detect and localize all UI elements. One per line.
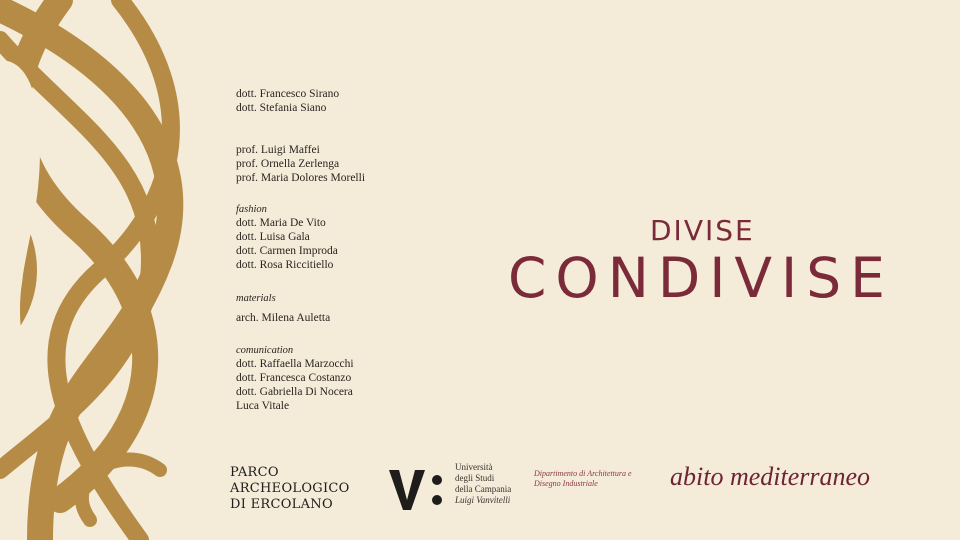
dipartimento-line: Disegno Industriale — [534, 479, 598, 488]
category-label: materials — [236, 293, 276, 304]
university-name — [455, 462, 511, 506]
credit-name: dott. Raffaella Marzocchi — [236, 358, 354, 370]
university-line: degli Studi — [455, 473, 495, 483]
university-line: Università — [455, 462, 493, 472]
credit-name: dott. Stefania Siano — [236, 102, 327, 114]
credits-block-direction — [236, 87, 339, 115]
credit-name: dott. Carmen Improda — [236, 245, 338, 257]
category-label: comunication — [236, 345, 294, 356]
credits-block-comunication — [236, 344, 354, 413]
credit-name: dott. Gabriella Di Nocera — [236, 386, 353, 398]
university-line: della Campania — [455, 484, 512, 494]
credit-name: dott. Francesco Sirano — [236, 88, 340, 100]
abito-mediterraneo-logo: abito mediterraneo — [670, 462, 871, 491]
credit-name: arch. Milena Auletta — [236, 312, 331, 324]
credit-name: dott. Rosa Riccitiello — [236, 259, 334, 271]
credit-name: dott. Francesca Costanzo — [236, 372, 352, 384]
credits-block-professors — [236, 143, 365, 185]
credit-name: prof. Luigi Maffei — [236, 144, 320, 156]
credits-block-fashion — [236, 203, 338, 272]
title-main: CONDIVISE — [508, 246, 894, 310]
university-line: Luigi Vanvitelli — [455, 495, 511, 505]
logo-line: ARCHEOLOGICO — [230, 481, 350, 496]
parco-archeologico-logo — [230, 465, 350, 513]
logo-line: DI ERCOLANO — [230, 497, 333, 512]
vanvitelli-logo-icon — [387, 466, 447, 512]
credit-name: prof. Maria Dolores Morelli — [236, 172, 366, 184]
dipartimento-label — [534, 469, 632, 489]
logo-line: PARCO — [230, 465, 279, 480]
title-top: DIVISE — [650, 214, 755, 247]
credit-name: dott. Luisa Gala — [236, 231, 310, 243]
category-label: fashion — [236, 204, 267, 215]
credit-name: prof. Ornella Zerlenga — [236, 158, 340, 170]
credits-block-materials — [236, 292, 330, 325]
credit-name: Luca Vitale — [236, 400, 290, 412]
credit-name: dott. Maria De Vito — [236, 217, 326, 229]
decorative-knot-icon — [0, 0, 200, 540]
dipartimento-line: Dipartimento di Architettura e — [534, 469, 632, 478]
